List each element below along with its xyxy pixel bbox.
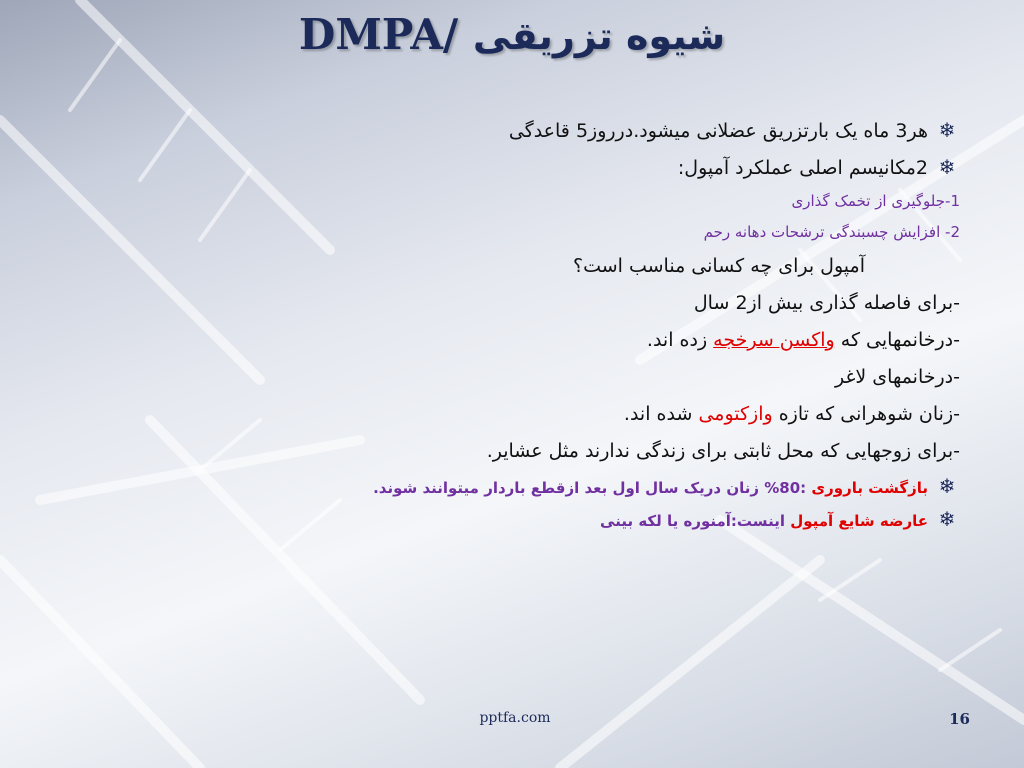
highlight-vasectomy: وازکتومی [698,403,773,425]
line-text: 2مکانیسم اصلی عملکرد آمپول: [677,157,928,179]
line-text-a: -درخانمهایی که [834,329,960,351]
mechanism-item-2 [40,217,960,248]
line-text-b: شده اند. [623,403,699,425]
slide-content [40,112,960,536]
snowflake-icon: ❄ [938,507,956,531]
slide-title [0,10,1024,59]
snowflake-icon: ❄ [938,118,956,142]
line-label: بازگشت باروری [811,479,928,497]
mechanism-item-1 [40,186,960,217]
title-persian: شیوه تزریقی [472,14,726,58]
line-text: -برای فاصله گذاری بیش از2 سال [693,292,960,314]
bullet-line-mechanism [40,149,960,186]
snowflake-icon: ❄ [938,155,956,179]
line-text: اینست:آمنوره یا لکه بینی [600,512,791,530]
footer-site: pptfa.com [479,710,551,726]
suitability-item-nomadic [40,433,960,470]
suitability-item-thin [40,359,960,396]
line-text: -برای زوجهایی که محل ثابتی برای زندگی ندارند مثل عشایر. [486,440,960,462]
line-text: 2- افزایش چسبندگی ترشحات دهانه رحم [703,223,960,241]
highlight-rubella-vaccine: واکسن سرخجه [713,329,835,351]
slide-number: 16 [949,710,970,728]
line-label: عارضه شایع آمپول [790,512,928,530]
suitability-item-vasectomy [40,396,960,433]
line-text: هر3 ماه یک بارتزریق عضلانی میشود.درروز5 قاعدگی [508,120,928,142]
line-text: :80% زنان دریک سال اول بعد ازقطع باردار میتوانند شوند. [373,479,812,497]
line-text-b: زده اند. [646,329,714,351]
line-text: 1-جلوگیری از تخمک گذاری [791,192,960,210]
suitability-item-spacing [40,285,960,322]
line-text: آمپول برای چه کسانی مناسب است؟ [573,255,865,277]
bullet-line-injection-schedule [40,112,960,149]
line-text: -درخانمهای لاغر [834,366,960,388]
title-latin: DMPA/ [298,10,459,59]
bullet-line-side-effect [40,503,960,536]
suitability-item-rubella [40,322,960,359]
suitability-question [40,248,960,285]
bullet-line-fertility-return [40,470,960,503]
snowflake-icon: ❄ [938,474,956,498]
line-text-a: -زنان شوهرانی که تازه [772,403,960,425]
